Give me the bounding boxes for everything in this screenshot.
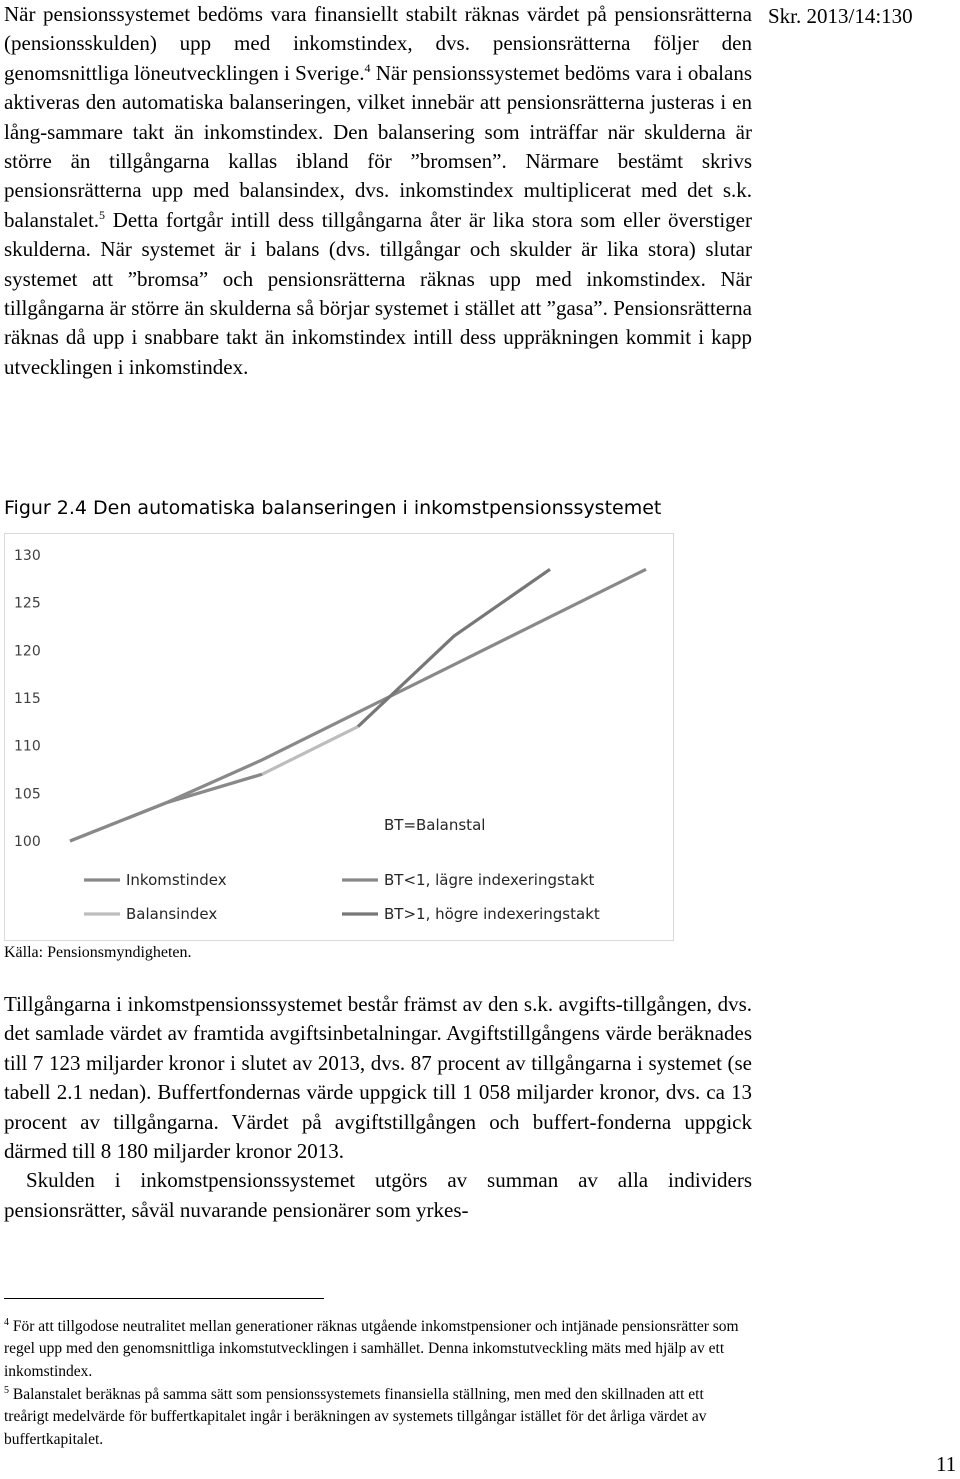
page-number: 11 [936, 1452, 957, 1476]
paragraph-text [4, 1166, 752, 1225]
footnote [4, 1316, 744, 1383]
legend-label: BT>1, högre indexeringstakt [384, 905, 600, 923]
footnote-ref[interactable]: 5 [99, 207, 106, 222]
footnote-divider [4, 1298, 324, 1299]
paragraph-text: När pensionssystemet bedöms vara i obalans aktiveras den automatiska balanseringen, vilket innebär att pensionsrätterna justeras i en lång-sammare takt än inkomstindex. Den balansering som inträffar när skulderna är större än tillgångarna kallas ibland för ”bromsen”. Närmare bestämt skrivs pensionsrätterna upp med balansindex, dvs. inkomstindex multiplicerat med det s.k. balanstalet. [4, 60, 752, 232]
paragraph-text: Detta fortgår intill dess tillgångarna åter är lika stora som eller överstiger skulderna. När systemet är i balans (dvs. tillgångar och skulder är lika stora) slutar systemet att ”bromsa” och pensionsrätterna räknas upp med inkomstindex. När tillgångarna är större än skulderna så börjar systemet i stället att ”gasa”. Pensionsrätterna räknas då upp i snabbare takt än inkomstindex intill dess uppräkningen kommit i kapp utvecklingen i inkomstindex. [4, 207, 752, 379]
footnote [4, 1384, 744, 1451]
footnote-ref[interactable]: 4 [364, 60, 371, 75]
y-tick-label: 125 [14, 595, 41, 612]
footnote-number: 4 [4, 1316, 9, 1328]
figure-source: Källa: Pensionsmyndigheten. [4, 944, 192, 961]
balancing-chart [4, 533, 674, 941]
footnote-text: För att tillgodose neutralitet mellan generationer räknas utgående inkomstpensioner och intjänade pensionsrätter som regel upp med den genomsnittliga inkomstutvecklingen i samhället. Denna inkomstutveckling mäts med hjälp av ett inkomstindex. [4, 1318, 739, 1380]
chart-annotation: BT=Balanstal [384, 816, 486, 834]
legend-label: BT<1, lägre indexeringstakt [384, 871, 595, 889]
paragraph-text: Tillgångarna i inkomstpensionssystemet består främst av den s.k. avgifts-tillgången, dvs. det samlade värdet av framtida avgiftsinbetalningar. Avgiftstillgångens värde beräknades till 7 123 miljarder kronor i slutet av 2013, dvs. 87 procent av tillgångarna i systemet (se tabell 2.1 nedan). Buffertfondernas värde uppgick till 1 058 miljarder kronor, dvs. ca 13 procent av tillgångarna. Värdet på avgiftstillgången och buffert-fonderna uppgick därmed till 8 180 miljarder kronor 2013. [4, 992, 752, 1164]
footnote-text: Balanstalet beräknas på samma sätt som pensionssystemets finansiella ställning, men med den skillnaden att ett treårigt medelvärde för buffertkapitalet ingår i beräkningen av systemets tillgångar istället för det årliga värdet av buffertkapitalet. [4, 1386, 707, 1448]
y-tick-label: 120 [14, 643, 41, 660]
y-tick-label: 110 [14, 738, 41, 755]
figure-title: Figur 2.4 Den automatiska balanseringen i inkomstpensionssystemet [4, 497, 662, 519]
body-paragraph [4, 0, 752, 382]
chart-svg [4, 533, 674, 941]
paragraph-text: När pensionssystemet bedöms vara finansiellt stabilt räknas värdet på pensionsrätterna (pensionsskulden) upp med inkomstindex, dvs. pensionsrätterna följer den genomsnittliga löneutvecklingen i Sverige. [4, 2, 752, 85]
document-reference: Skr. 2013/14:130 [768, 4, 913, 28]
y-tick-label: 130 [14, 548, 41, 564]
footnote-number: 5 [4, 1384, 9, 1396]
paragraph-text-line: Skulden i inkomstpensionssystemet utgörs av summan av alla individers pensionsrätter, såväl nuvarande pensionärer som yrkes- [4, 1168, 752, 1222]
legend-label: Balansindex [126, 905, 218, 923]
legend-label: Inkomstindex [126, 871, 227, 889]
y-tick-label: 100 [14, 834, 41, 850]
y-tick-label: 115 [14, 691, 41, 707]
y-tick-label: 105 [14, 786, 41, 803]
body-paragraph [4, 990, 752, 1225]
